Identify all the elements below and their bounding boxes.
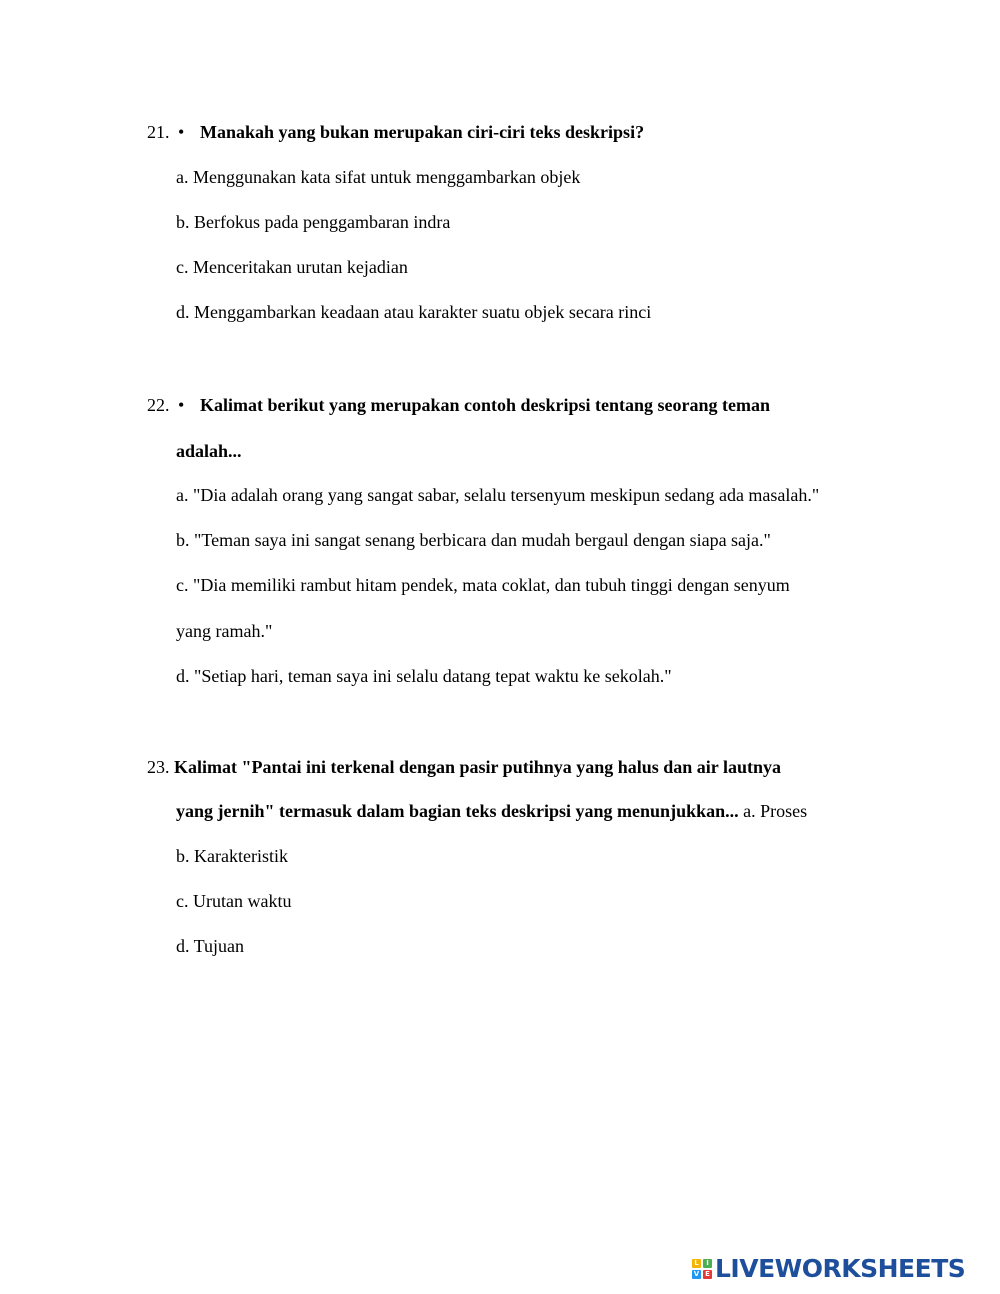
liveworksheets-logo xyxy=(692,1253,965,1285)
question-22 xyxy=(147,394,770,416)
option-22-b: b. "Teman saya ini sangat senang berbicara dan mudah bergaul dengan siapa saja." xyxy=(176,530,771,550)
option-23-b: b. Karakteristik xyxy=(176,846,288,866)
question-23 xyxy=(147,756,781,778)
question-22-continued: adalah... xyxy=(176,441,242,461)
question-text-continued: yang jernih" termasuk dalam bagian teks deskripsi yang menunjukkan... xyxy=(176,801,739,821)
question-text: Kalimat "Pantai ini terkenal dengan pasir putihnya yang halus dan air lautnya xyxy=(174,757,781,777)
question-number: 23. xyxy=(147,757,170,777)
option-22-d: d. "Setiap hari, teman saya ini selalu datang tepat waktu ke sekolah." xyxy=(176,666,672,686)
question-text: Kalimat berikut yang merupakan contoh deskripsi tentang seorang teman xyxy=(200,395,771,415)
question-number: 21. xyxy=(147,122,170,142)
option-22-a: a. "Dia adalah orang yang sangat sabar, selalu tersenyum meskipun sedang ada masalah." xyxy=(176,485,820,505)
question-21 xyxy=(147,121,644,143)
logo-square-i: I xyxy=(703,1259,712,1268)
option-21-a: a. Menggunakan kata sifat untuk menggambarkan objek xyxy=(176,167,581,187)
option-21-b: b. Berfokus pada penggambaran indra xyxy=(176,212,451,232)
option-21-c: c. Menceritakan urutan kejadian xyxy=(176,257,408,277)
logo-squares-icon xyxy=(692,1259,712,1279)
option-22-c-continued: yang ramah." xyxy=(176,621,273,641)
bullet-icon: • xyxy=(178,122,185,142)
option-22-c: c. "Dia memiliki rambut hitam pendek, mata coklat, dan tubuh tinggi dengan senyum xyxy=(176,575,790,595)
option-23-c: c. Urutan waktu xyxy=(176,891,292,911)
option-23-a: a. Proses xyxy=(743,801,808,821)
logo-square-v: V xyxy=(693,1270,700,1278)
question-text: Manakah yang bukan merupakan ciri-ciri teks deskripsi? xyxy=(200,122,645,142)
question-23-continued xyxy=(176,800,807,822)
bullet-icon: • xyxy=(178,395,185,415)
option-23-d: d. Tujuan xyxy=(176,936,245,956)
option-21-d: d. Menggambarkan keadaan atau karakter suatu objek secara rinci xyxy=(176,302,652,322)
logo-square-l: L xyxy=(692,1259,701,1268)
logo-text: LIVEWORKSHEETS xyxy=(715,1254,966,1283)
logo-square-e: E xyxy=(703,1270,712,1279)
question-number: 22. xyxy=(147,395,170,415)
